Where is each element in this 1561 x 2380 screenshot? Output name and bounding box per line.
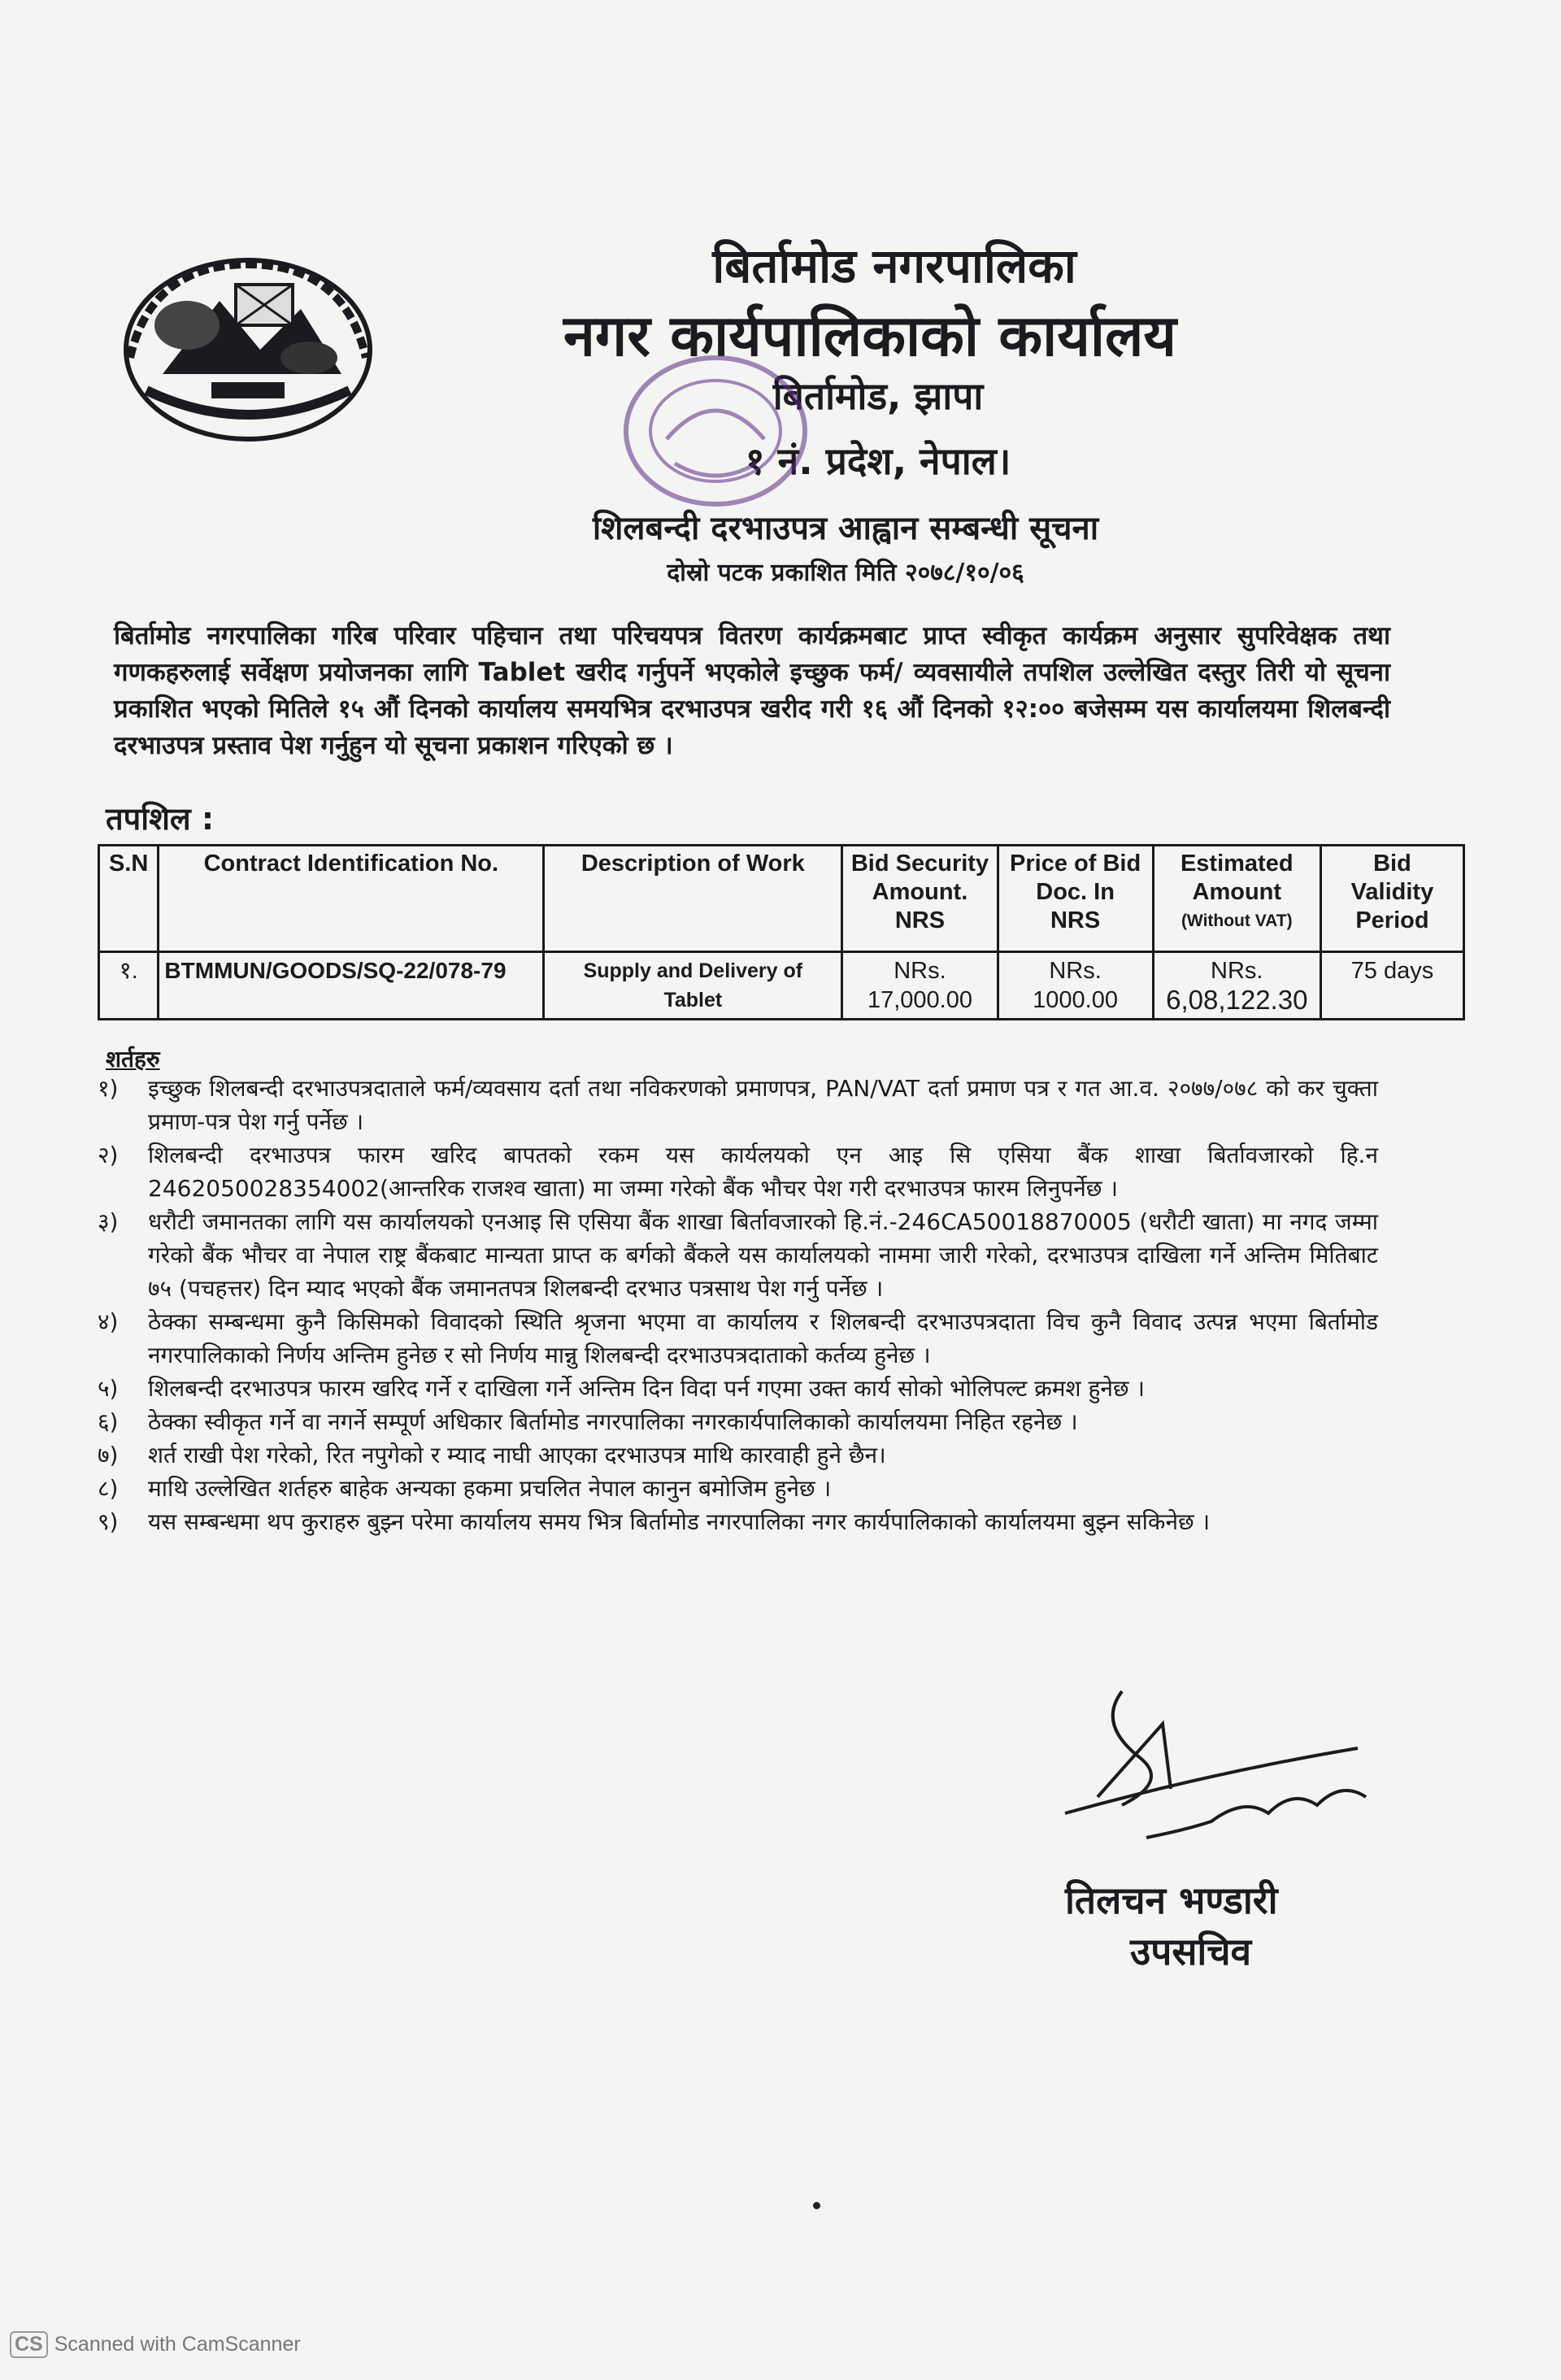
- conditions-heading: शर्तहरु: [106, 1046, 160, 1073]
- condition-text: माथि उल्लेखित शर्तहरु बाहेक अन्यका हकमा प्रचलित नेपाल कानुन बमोजिम हुनेछ ।: [148, 1475, 832, 1502]
- details-heading: तपशिल :: [106, 801, 215, 837]
- condition-number: ५): [98, 1375, 119, 1402]
- list-item: [98, 1472, 1378, 1505]
- header-estimated-line3: (Without VAT): [1181, 912, 1293, 930]
- stray-dot: [813, 2202, 820, 2209]
- header-bid-security-line3: NRS: [894, 907, 946, 933]
- scanner-watermark: [10, 2331, 301, 2358]
- bid-table: [98, 844, 1465, 1020]
- condition-number: ३): [98, 1208, 119, 1235]
- cell-description-line1: Supply and Delivery of: [583, 959, 803, 982]
- condition-text: शर्त राखी पेश गरेको, रित नपुगेको र म्याद नाघी आएका दरभाउपत्र माथि कारवाही हुने छैन।: [148, 1442, 886, 1468]
- cell-doc-price: [998, 952, 1153, 1020]
- cell-sn: १.: [99, 952, 159, 1020]
- condition-text: शिलबन्दी दरभाउपत्र फारम खरिद बापतको रकम यस कार्यलयको एन आइ सि एसिया बैंक शाखा बिर्तावजारको हि.न 2462050028354002(आन्तरिक राजश्व खाता) मा जम्मा गरेको बैंक भौचर पेश गरी दरभाउपत्र फारम लिनुपर्नेछ ।: [148, 1142, 1378, 1202]
- handwritten-signature: [1049, 1675, 1374, 1870]
- cell-bid-security-unit: NRs.: [894, 958, 946, 984]
- header-estimated-line1: Estimated: [1180, 851, 1294, 877]
- header-estimated-line2: Amount: [1192, 879, 1282, 905]
- header-validity-line2: Validity: [1350, 879, 1434, 905]
- municipality-name: बिर्तामोड नगरपालिका: [712, 238, 1076, 294]
- header-validity-line3: Period: [1355, 907, 1429, 933]
- list-item: [98, 1438, 1378, 1472]
- cell-contract-id: BTMMUN/GOODS/SQ-22/078-79: [159, 952, 544, 1020]
- condition-number: २): [98, 1142, 119, 1168]
- cell-doc-price-value: 1000.00: [1033, 987, 1118, 1013]
- cell-estimated-unit: NRs.: [1211, 958, 1263, 984]
- condition-text: इच्छुक शिलबन्दी दरभाउपत्रदाताले फर्म/व्यवसाय दर्ता तथा नविकरणको प्रमाणपत्र, PAN/VAT दर्ता प्रमाण पत्र र गत आ.व. २०७७/०७८ को कर चुक्ता प्रमाण-पत्र पेश गर्नु पर्नेछ ।: [148, 1075, 1378, 1135]
- province-line: १ नं. प्रदेश, नेपाल।: [745, 439, 1011, 483]
- list-item: [98, 1405, 1378, 1438]
- table-header-row: [99, 846, 1464, 952]
- header-bid-security: [842, 846, 998, 952]
- publication-date: दोस्रो पटक प्रकाशित मिति २०७८/१०/०६: [667, 559, 1024, 587]
- header-validity: [1320, 846, 1463, 952]
- notice-title: शिलबन्दी दरभाउपत्र आह्वान सम्बन्धी सूचना: [592, 510, 1099, 547]
- header-doc-price-line2: Doc. In: [1036, 879, 1115, 905]
- table-row: [99, 952, 1464, 1020]
- condition-text: यस सम्बन्धमा थप कुराहरु बुझ्न परेमा कार्यालय समय भित्र बिर्तामोड नगरपालिका नगर कार्यपालिकाको कार्यालयमा बुझ्न सकिनेछ ।: [148, 1508, 1211, 1535]
- header-estimated: [1153, 846, 1320, 952]
- condition-text: ठेक्का सम्बन्धमा कुनै किसिमको विवादको स्थिति श्रृजना भएमा वा कार्यालय र शिलबन्दी दरभाउपत्रदाता विच कुनै विवाद उत्पन्न भएमा बिर्तामोड नगरपालिकाको निर्णय अन्तिम हुनेछ र सो निर्णय मान्नु शिलबन्दी दरभाउपत्रदाताको कर्तव्य हुनेछ ।: [148, 1308, 1378, 1368]
- condition-text: ठेक्का स्वीकृत गर्ने वा नगर्ने सम्पूर्ण अधिकार बिर्तामोड नगरपालिका नगरकार्यपालिकाको कार्यालयमा निहित रहनेछ ।: [148, 1408, 1078, 1435]
- list-item: [98, 1205, 1378, 1305]
- condition-number: १): [98, 1075, 119, 1102]
- header-description: Description of Work: [544, 846, 842, 952]
- office-stamp: [618, 350, 813, 512]
- header-doc-price-line1: Price of Bid: [1010, 851, 1141, 877]
- list-item: [98, 1138, 1378, 1205]
- intro-paragraph: बिर्तामोड नगरपालिका गरिब परिवार पहिचान तथा परिचयपत्र वितरण कार्यक्रमबाट प्राप्त स्वीकृत कार्यक्रम अनुसार सुपरिवेक्षक तथा गणकहरुलाई सर्वेक्षण प्रयोजनका लागि Tablet खरीद गर्नुपर्ने भएकोले इच्छुक फर्म/ व्यवसायीले तपशिल उल्लेखित दस्तुर तिरी यो सूचना प्रकाशित भएको मितिले १५ औं दिनको कार्यालय समयभित्र दरभाउपत्र खरीद गरी १६ औं दिनको १२:०० बजेसम्म यस कार्यालयमा शिलबन्दी दरभाउपत्र प्रस्ताव पेश गर्नुहुन यो सूचना प्रकाशन गरिएको छ ।: [114, 621, 1390, 760]
- condition-text: धरौटी जमानतका लागि यस कार्यालयको एनआइ सि एसिया बैंक शाखा बिर्तावजारको हि.नं.-246CA50018870005 (धरौटी खाता) मा नगद जम्मा गरेको बैंक भौचर वा नेपाल राष्ट्र बैंकबाट मान्यता प्राप्त क बर्गको बैंकले यस कार्यालयको नाममा जारी गरेको, दरभाउपत्र दाखिला गर्ने अन्तिम मितिबाट ७५ (पचहत्तर) दिन म्याद भएको बैंक जमानतपत्र शिलबन्दी दरभाउ पत्रसाथ पेश गर्नु पर्नेछ ।: [148, 1208, 1378, 1302]
- condition-number: ६): [98, 1408, 119, 1435]
- condition-number: ८): [98, 1475, 119, 1502]
- district-line: बिर्तामोड, झापा: [772, 374, 984, 418]
- cell-validity: 75 days: [1320, 952, 1463, 1020]
- header-sn: S.N: [99, 846, 159, 952]
- camscanner-logo-icon: CS: [10, 2331, 48, 2358]
- list-item: [98, 1372, 1378, 1405]
- cell-estimated: [1153, 952, 1320, 1020]
- condition-text: शिलबन्दी दरभाउपत्र फारम खरिद गर्ने र दाखिला गर्ने अन्तिम दिन विदा पर्न गएमा उक्त कार्य सोको भोलिपल्ट क्रमश हुनेछ ।: [148, 1375, 1146, 1402]
- list-item: [98, 1505, 1378, 1538]
- header-bid-security-line1: Bid Security: [850, 851, 989, 877]
- cell-description: [544, 952, 842, 1020]
- header-doc-price: [998, 846, 1153, 952]
- watermark-text: Scanned with CamScanner: [54, 2333, 301, 2356]
- header-validity-line1: Bid: [1373, 851, 1411, 877]
- header-contract-id: Contract Identification No.: [159, 846, 544, 952]
- condition-number: ४): [98, 1308, 119, 1335]
- list-item: [98, 1305, 1378, 1372]
- header-bid-security-line2: Amount.: [872, 879, 968, 905]
- signer-title: उपसचिव: [1130, 1930, 1252, 1973]
- cell-bid-security: [842, 952, 998, 1020]
- header-doc-price-line3: NRS: [1050, 907, 1101, 933]
- signer-name: तिलचन भण्डारी: [1065, 1878, 1278, 1922]
- condition-number: ९): [98, 1508, 119, 1535]
- list-item: [98, 1072, 1378, 1138]
- cell-description-line2: Tablet: [663, 989, 723, 1012]
- cell-bid-security-value: 17,000.00: [867, 987, 972, 1013]
- condition-number: ७): [98, 1442, 119, 1468]
- conditions-list: [98, 1072, 1378, 1538]
- office-name: नगर कार्यपालिकाको कार्यालय: [563, 302, 1177, 369]
- cell-estimated-value: 6,08,122.30: [1166, 985, 1308, 1015]
- cell-doc-price-unit: NRs.: [1049, 958, 1102, 984]
